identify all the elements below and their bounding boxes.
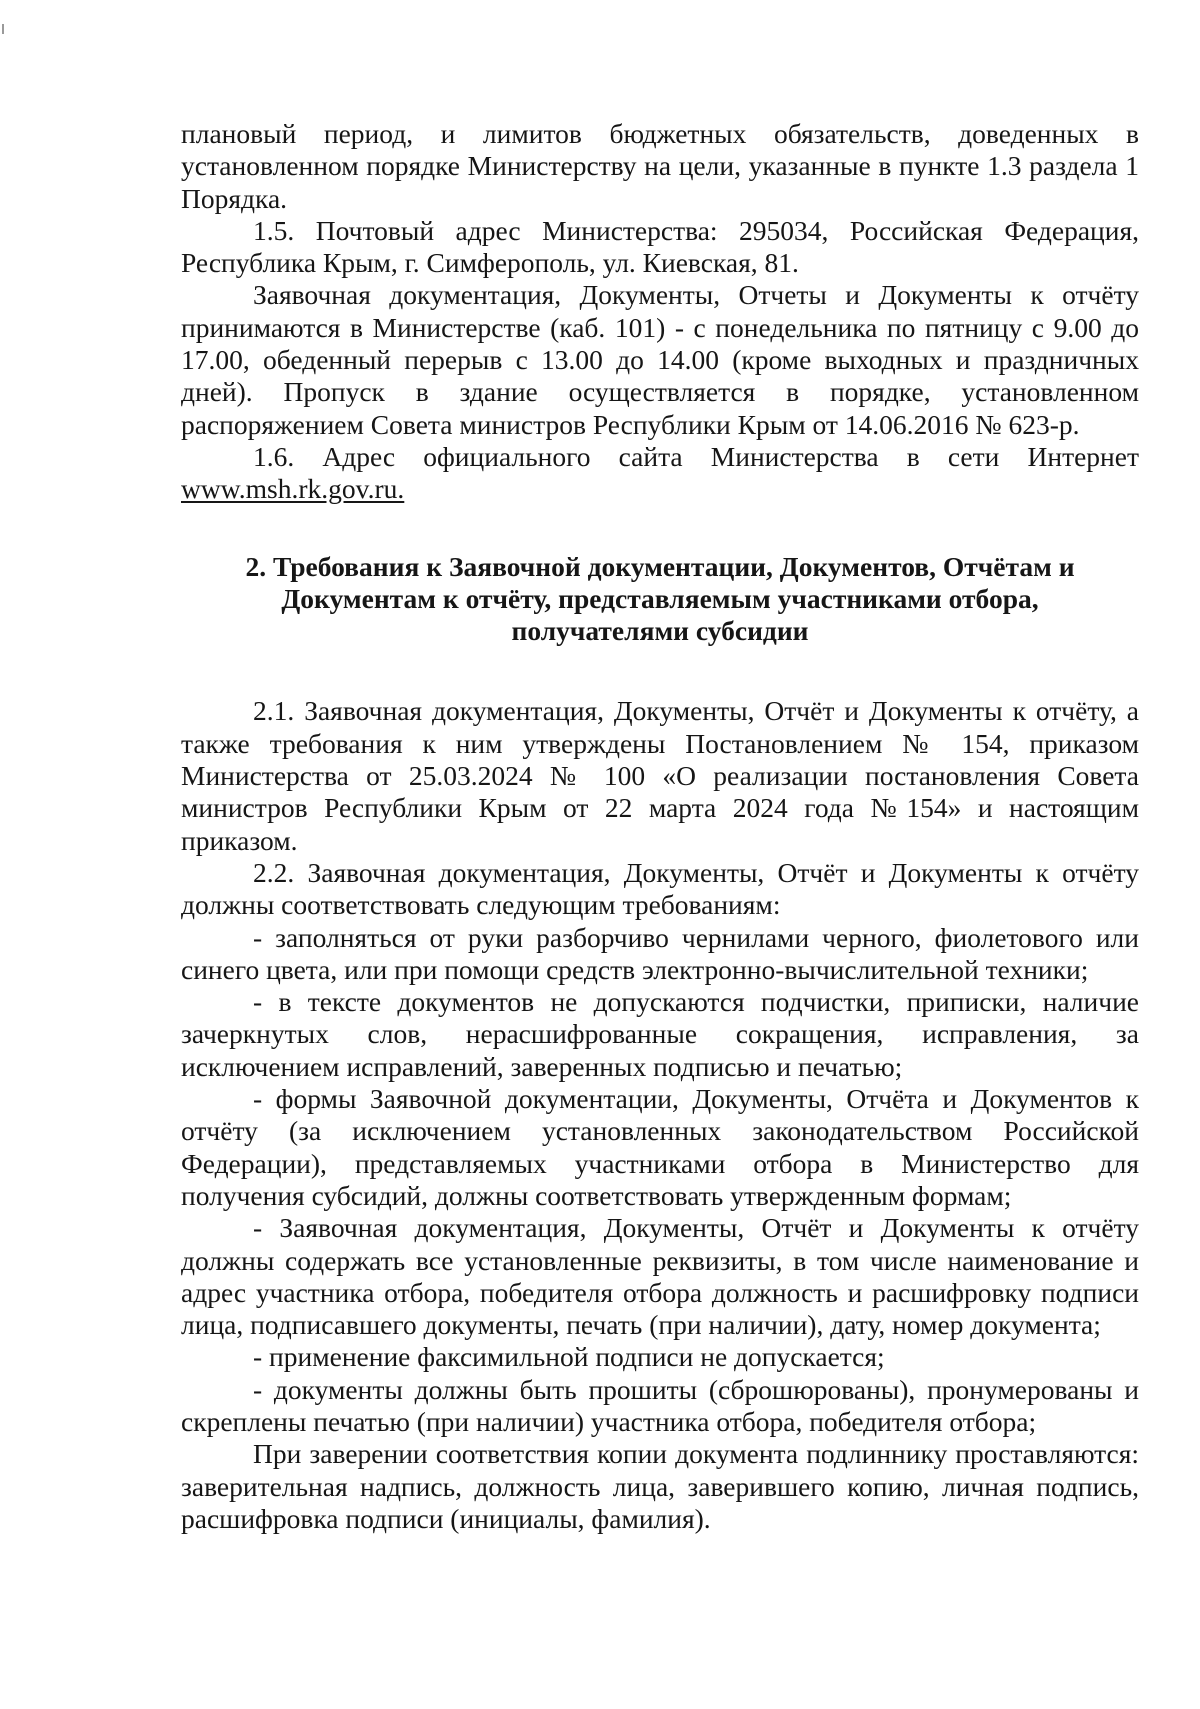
paragraph-copy-certification: При заверении соответствия копии документа подлиннику проставляются: заверительная надпись, должность лица, заверившего копию, личная подпись, расшифровка подписи (инициалы, фамилия).: [181, 1438, 1139, 1534]
paragraph-2-1: 2.1. Заявочная документация, Документы, Отчёт и Документы к отчёту, а также требования к ним утверждены Постановлением № 154, приказом Министерства от 25.03.2024 № 100 «О реализации постановления Совета министров Республики Крым от 22 марта 2024 года №154» и настоящим приказом.: [181, 695, 1139, 856]
section-2-heading: [181, 551, 1139, 648]
section-2-heading-line-3: получателями субсидии: [511, 615, 809, 647]
paragraph-1-6-website: [181, 441, 1139, 506]
requirement-item-6: - документы должны быть прошиты (сброшюрованы), пронумерованы и скреплены печатью (при наличии) участника отбора, победителя отбора;: [181, 1373, 1139, 1437]
requirement-item-1: - заполняться от руки разборчиво чернилами черного, фиолетового или синего цвета, или при помощи средств электронно-вычислительной техники;: [181, 921, 1139, 985]
scan-edge-mark: [2, 24, 4, 34]
section-2-heading-line-1: 2. Требования к Заявочной документации, Документов, Отчётам и: [245, 550, 1075, 582]
section-2-heading-line-2: Документам к отчёту, представляемым участниками отбора,: [281, 582, 1039, 614]
requirement-item-2: - в тексте документов не допускаются подчистки, приписки, наличие зачеркнутых слов, нерасшифрованные сокращения, исправления, за исключением исправлений, заверенных подписью и печатью;: [181, 986, 1139, 1082]
requirement-item-5: - применение факсимильной подписи не допускается;: [253, 1341, 885, 1373]
requirement-item-4: - Заявочная документация, Документы, Отчёт и Документы к отчёту должны содержать все установленные реквизиты, в том числе наименование и адрес участника отбора, победителя отбора должность и расшифровку подписи лица, подписавшего документы, печать (при наличии), дату, номер документа;: [181, 1212, 1139, 1341]
paragraph-reception-hours: Заявочная документация, Документы, Отчеты и Документы к отчёту принимаются в Министерстве (каб. 101) - с понедельника по пятницу с 9.00 до 17.00, обеденный перерыв с 13.00 до 14.00 (кроме выходных и праздничных дней). Пропуск в здание осуществляется в порядке, установленном распоряжением Совета министров Республики Крым от 14.06.2016 № 623-р.: [181, 279, 1139, 440]
website-link[interactable]: www.msh.rk.gov.ru.: [181, 473, 405, 505]
paragraph-2-2: 2.2. Заявочная документация, Документы, Отчёт и Документы к отчёту должны соответствовать следующим требованиям:: [181, 856, 1139, 921]
paragraph-1-6-text: 1.6. Адрес официального сайта Министерства в сети Интернет: [253, 440, 1139, 472]
document-page: [181, 118, 1139, 1535]
paragraph-1-5-postal-address: 1.5. Почтовый адрес Министерства: 295034, Российская Федерация, Республика Крым, г. Симферополь, ул. Киевская, 81.: [181, 214, 1139, 279]
requirement-item-3: - формы Заявочной документации, Документы, Отчёта и Документов к отчёту (за исключением установленных законодательством Российской Федерации), представляемых участниками отбора в Министерство для получения субсидий, должны соответствовать утвержденным формам;: [181, 1083, 1139, 1211]
paragraph-continuation: плановый период, и лимитов бюджетных обязательств, доведенных в установленном порядке Министерству на цели, указанные в пункте 1.3 раздела 1 Порядка.: [181, 118, 1139, 214]
